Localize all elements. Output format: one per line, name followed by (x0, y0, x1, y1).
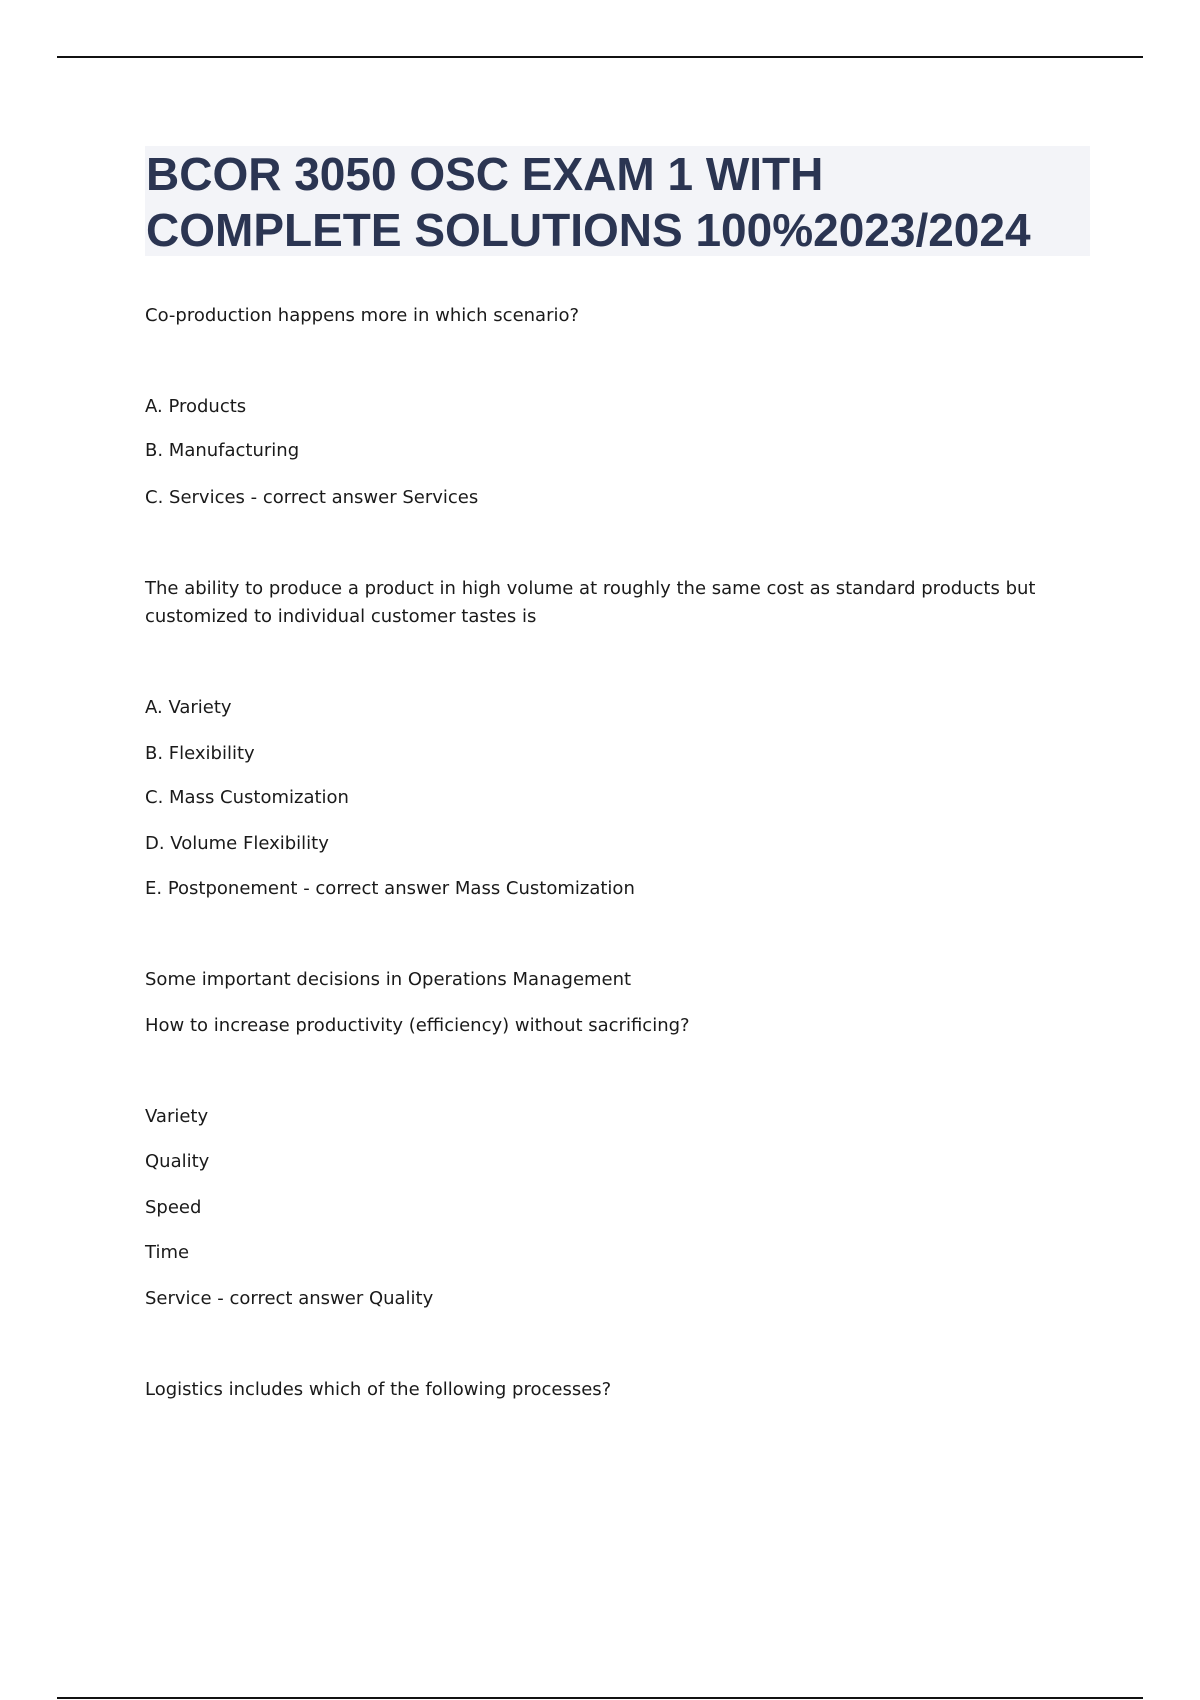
question-2-option-e: E. Postponement - correct answer Mass Customization (145, 878, 635, 899)
question-2-option-a: A. Variety (145, 697, 232, 718)
question-3-option-3: Speed (145, 1197, 202, 1218)
document-title-line-1: BCOR 3050 OSC EXAM 1 WITH (146, 148, 824, 200)
question-1-option-a: A. Products (145, 396, 247, 417)
question-3-prompt-line-2: How to increase productivity (efficiency) without sacrificing? (145, 1015, 690, 1036)
question-3-option-4: Time (145, 1242, 190, 1263)
question-2-option-c: C. Mass Customization (145, 787, 349, 808)
question-3-option-5: Service - correct answer Quality (145, 1288, 434, 1309)
question-4-prompt: Logistics includes which of the following processes? (145, 1379, 612, 1400)
question-1-option-b: B. Manufacturing (145, 440, 300, 461)
question-2-option-b: B. Flexibility (145, 743, 255, 764)
question-2-option-d: D. Volume Flexibility (145, 833, 329, 854)
question-2-prompt-line-2: customized to individual customer tastes is (145, 606, 537, 627)
footer-rule (57, 1697, 1143, 1699)
document-title-line-2: COMPLETE SOLUTIONS 100%2023/2024 (146, 204, 1031, 256)
question-2-prompt-line-1: The ability to produce a product in high volume at roughly the same cost as standard products but (145, 578, 1036, 599)
question-1-option-c: C. Services - correct answer Services (145, 487, 479, 508)
question-1-prompt: Co-production happens more in which scenario? (145, 305, 580, 326)
question-3-option-2: Quality (145, 1151, 210, 1172)
header-rule (57, 56, 1143, 58)
question-3-option-1: Variety (145, 1106, 209, 1127)
question-3-prompt-line-1: Some important decisions in Operations Management (145, 969, 632, 990)
